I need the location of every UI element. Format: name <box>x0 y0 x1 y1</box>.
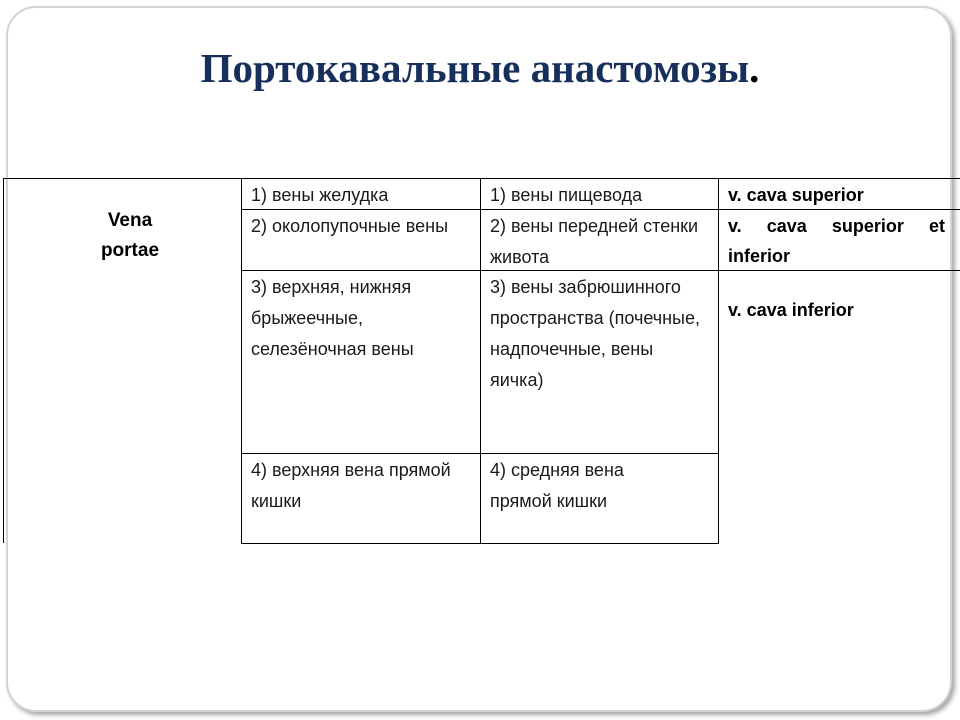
row2-cava-word4: et <box>928 216 945 236</box>
slide-title <box>0 44 960 92</box>
row2-cava-cell <box>728 211 945 271</box>
table-divider-col3 <box>718 178 719 544</box>
row2-cava-line2: inferior <box>728 246 791 266</box>
table-border-left <box>3 178 4 543</box>
row1-cava-cell: v. cava superior <box>728 185 864 205</box>
row2-cava-word2: cava <box>766 216 807 236</box>
row2-cava-word1: v. <box>728 216 742 236</box>
row2-cava-line1 <box>728 211 945 241</box>
table-divider-col1 <box>241 178 242 544</box>
row2-caval-cell: 2) вены передней стенки живота <box>490 216 699 267</box>
row4-caval-cell: 4) средняя вена прямой кишки <box>490 460 624 511</box>
row3-portal-cell: 3) верхняя, нижняя брыжеечные, селезёночная вены <box>251 277 414 359</box>
row1-portal-cell: 1) вены желудка <box>251 185 389 205</box>
vena-portae-label <box>70 206 190 266</box>
row3-bottom-line <box>241 453 719 454</box>
title-text: Портокавальные анастомозы <box>200 45 750 91</box>
row4-portal-cell: 4) верхняя вена прямой кишки <box>251 460 451 511</box>
slide-frame <box>6 6 952 712</box>
table-border-top <box>3 178 960 179</box>
title-period: . <box>749 45 760 91</box>
row2-cava-word3: superior <box>831 216 904 236</box>
table-divider-col2 <box>480 178 481 544</box>
row3-caval-cell: 3) вены забрюшинного пространства (почечные, надпочечные, вены яичка) <box>490 277 701 390</box>
row3-cava-cell: v. cava inferior <box>728 300 854 320</box>
table-border-bottom <box>241 543 719 544</box>
row1-caval-cell: 1) вены пищевода <box>490 185 643 205</box>
vena-portae-line2: portae <box>100 240 160 261</box>
vena-portae-line1: Vena <box>107 210 153 231</box>
row2-portal-cell: 2) околопупочные вены <box>251 216 449 236</box>
